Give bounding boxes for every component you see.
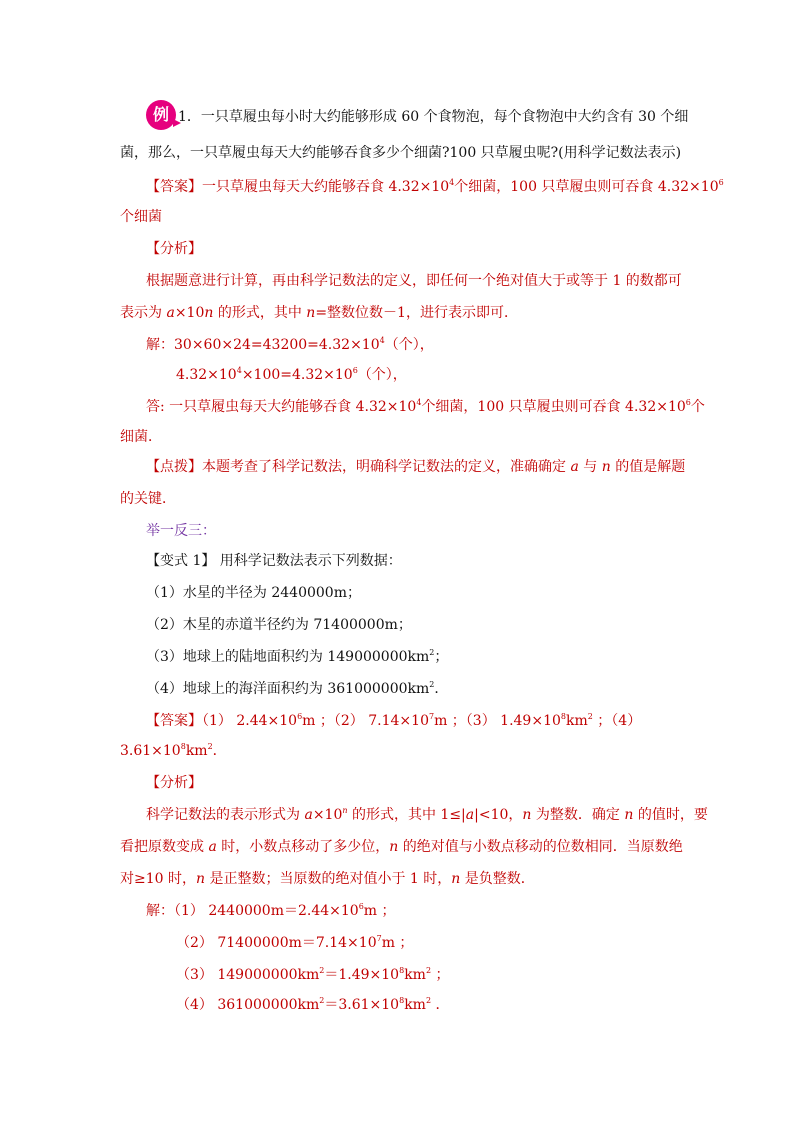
example-solution-line-2: $4.32\times 10^4\times 100=4.32\times 10^6$（个）， [176,366,407,383]
example-badge-icon: 例 [146,100,176,130]
variant-analysis-line-1: 科学记数法的表示形式为 $a\times 10^n$ 的形式，其中 1≤|a|<10，n 为整数．确定 n 的值时，要 [146,806,708,823]
practice-heading: 举一反三： [146,523,216,539]
variant-analysis-line-2: 看把原数变成 a 时，小数点移动了多少位，n 的绝对值与小数点移动的位数相同．当原数绝 [120,839,683,855]
variant-answer-line-2: $3.61\times 10^8km^2$． [120,742,227,759]
example-conclusion-line-1: 答: 一只草履虫每天大约能够吞食 $4.32\times 10^4$个细菌，100 只草履虫则可吞食 $4.32\times 10^6$个 [146,398,705,415]
variant-1-title: 【变式 1】 用科学记数法表示下列数据： [146,553,402,569]
variant-analysis-heading: 【分析】 [146,775,202,791]
variant-solution-line-1: 解：（1） $2440000m=2.44\times 10^6m$ ； [146,902,396,919]
variant-solution-line-3: （3） $149000000km^2=1.49\times 10^8km^2$ ； [176,966,450,983]
variant-question-3: （3）地球上的陆地面积约为 $149000000km^2$； [146,648,449,665]
variant-question-2: （2）木星的赤道半径约为 71400000m； [146,617,412,633]
example-tip-line-2: 的关键． [120,491,176,507]
variant-solution-line-4: （4） $361000000km^2=3.61\times 10^8km^2$ ． [176,996,450,1013]
example-answer-line-2: 个细菌 [120,209,162,225]
example-analysis-heading: 【分析】 [146,241,202,257]
example-answer-line-1: 【答案】一只草履虫每天大约能够吞食 $4.32\times 10^4$个细菌，100 只草履虫则可吞食 $4.32\times 10^6$ [146,178,724,195]
example-solution-line-1: 解：$30\times 60\times 24=43200=4.32\times 10^4$（个）， [146,336,434,353]
example-question-line-2: 菌，那么，一只草履虫每天大约能够吞食多少个细菌?100 只草履虫呢?(用科学记数法表示) [120,145,682,161]
variant-solution-line-2: （2） $71400000m=7.14\times 10^7m$ ； [176,934,414,951]
variant-question-1: （1）水星的半径为 2440000m； [146,585,361,601]
example-analysis-line-2: 表示为 a×10n 的形式，其中 n=整数位数－1，进行表示即可． [120,305,518,321]
example-conclusion-line-2: 细菌． [120,429,162,445]
variant-analysis-line-3: 对≥10 时，n 是正整数；当原数的绝对值小于 1 时，n 是负整数． [120,871,535,887]
variant-question-4: （4）地球上的海洋面积约为 $361000000km^2$． [146,680,449,697]
example-tip-line-1: 【点拨】本题考查了科学记数法，明确科学记数法的定义，准确确定 a 与 n 的值是解题 [146,459,686,475]
example-question-line-1: 1．一只草履虫每小时大约能够形成 60 个食物泡，每个食物泡中大约含有 30 个细 [178,109,689,125]
example-analysis-line-1: 根据题意进行计算，再由科学记数法的定义，即任何一个绝对值大于或等于 1 的数都可 [146,273,682,289]
variant-answer-line-1: 【答案】（1） $2.44\times 10^6m$ ；（2） $7.14\times 10^7m$ ；（3） $1.49\times 10^8km^2$ ；（4） [146,712,642,729]
